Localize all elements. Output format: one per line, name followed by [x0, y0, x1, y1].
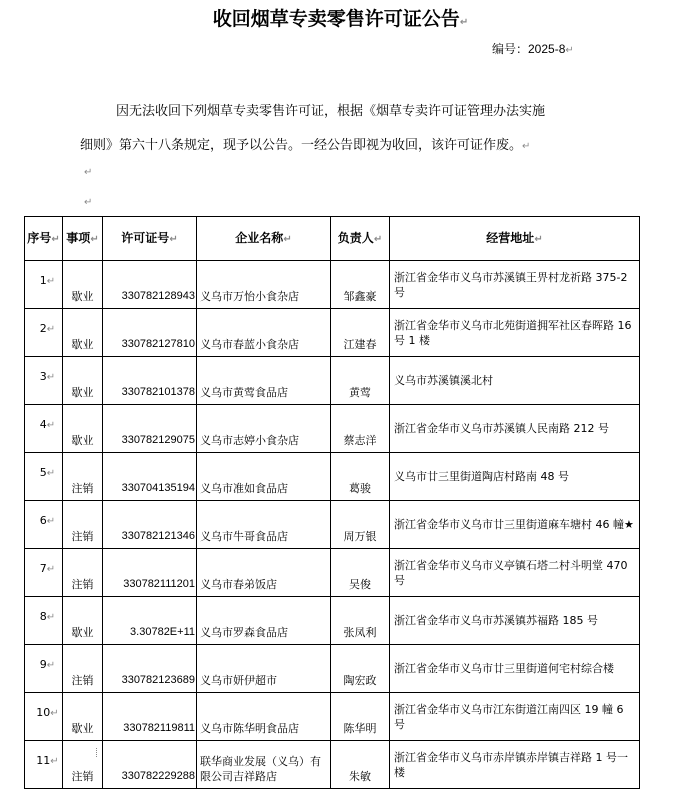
row-company-name: 义乌市罗森食品店: [197, 597, 331, 645]
row-action: 注销: [63, 645, 103, 693]
row-company-name: 义乌市万怡小食杂店: [197, 261, 331, 309]
row-address: 浙江省金华市义乌市江东街道江南四区 19 幢 6 号: [390, 693, 640, 741]
row-owner: 吴俊: [331, 549, 390, 597]
row-index: 3↵: [25, 357, 63, 405]
row-address: 浙江省金华市义乌市廿三里街道何宅村综合楼: [390, 645, 640, 693]
row-company-name: 联华商业发展（义乌）有限公司吉祥路店: [197, 741, 331, 789]
row-company-name: 义乌市春弟饭店: [197, 549, 331, 597]
row-index: 7↵: [25, 549, 63, 597]
row-company-name: 义乌市春蓝小食杂店: [197, 309, 331, 357]
row-owner: 陶宏政: [331, 645, 390, 693]
table-header-row: [25, 217, 640, 261]
row-action: 歇业: [63, 309, 103, 357]
row-license-number: 330782128943: [103, 261, 197, 309]
row-license-number: 330704135194: [103, 453, 197, 501]
row-action: 注销: [63, 549, 103, 597]
row-company-name: 义乌市黄莺食品店: [197, 357, 331, 405]
header-company-name: 企业名称↵: [197, 217, 331, 261]
header-address: 经营地址↵: [390, 217, 640, 261]
row-address: 浙江省金华市义乌市廿三里街道麻车塘村 46 幢★: [390, 501, 640, 549]
table-row: [25, 645, 640, 693]
table-row: [25, 549, 640, 597]
header-index: 序号↵: [25, 217, 63, 261]
row-address: 浙江省金华市义乌市赤岸镇赤岸镇吉祥路 1 号一楼: [390, 741, 640, 789]
row-license-number: 330782123689: [103, 645, 197, 693]
row-owner: 朱敏: [331, 741, 390, 789]
header-action: 事项↵: [63, 217, 103, 261]
row-index: 1↵: [25, 261, 63, 309]
row-license-number: 3.30782E+11: [103, 597, 197, 645]
row-action: 歇业: [63, 597, 103, 645]
row-action: 歇业: [63, 261, 103, 309]
table-row: [25, 597, 640, 645]
row-address: 浙江省金华市义乌市义亭镇石塔二村斗明堂 470 号: [390, 549, 640, 597]
row-address: 浙江省金华市义乌市苏溪镇苏福路 185 号: [390, 597, 640, 645]
row-index: 2↵: [25, 309, 63, 357]
row-company-name: 义乌市妍伊超市: [197, 645, 331, 693]
row-company-name: 义乌市陈华明食品店: [197, 693, 331, 741]
row-license-number: 330782129075: [103, 405, 197, 453]
row-index: 10↵: [25, 693, 63, 741]
row-index: 9↵: [25, 645, 63, 693]
section-break-mark: [96, 748, 99, 757]
notice-title: 收回烟草专卖零售许可证公告↵: [212, 8, 469, 30]
header-owner: 负责人↵: [331, 217, 390, 261]
row-address: 义乌市廿三里街道陶店村路南 48 号: [390, 453, 640, 501]
blank-paragraph-mark: ↵: [84, 167, 93, 178]
header-license-number: 许可证号↵: [103, 217, 197, 261]
row-owner: 黄莺: [331, 357, 390, 405]
row-company-name: 义乌市志婷小食杂店: [197, 405, 331, 453]
row-license-number: 330782121346: [103, 501, 197, 549]
row-action: 歇业: [63, 405, 103, 453]
row-company-name: 义乌市准如食品店: [197, 453, 331, 501]
row-action: 注销: [63, 453, 103, 501]
row-action: 歇业: [63, 357, 103, 405]
table-row: [25, 357, 640, 405]
blank-paragraph-mark: ↵: [84, 197, 93, 208]
row-license-number: 330782111201: [103, 549, 197, 597]
row-company-name: 义乌市牛哥食品店: [197, 501, 331, 549]
revoked-permits-table: [24, 216, 640, 789]
table-row: [25, 453, 640, 501]
row-owner: 张凤利: [331, 597, 390, 645]
row-action: 歇业: [63, 693, 103, 741]
table-row: [25, 501, 640, 549]
notice-paragraph-line-1: 因无法收回下列烟草专卖零售许可证，根据《烟草专卖许可证管理办法实施: [116, 104, 546, 119]
row-index: 4↵: [25, 405, 63, 453]
row-owner: 邹鑫豪: [331, 261, 390, 309]
row-license-number: 330782127810: [103, 309, 197, 357]
row-address: 义乌市苏溪镇溪北村: [390, 357, 640, 405]
row-index: 8↵: [25, 597, 63, 645]
row-address: 浙江省金华市义乌市苏溪镇人民南路 212 号: [390, 405, 640, 453]
row-license-number: 330782101378: [103, 357, 197, 405]
table-row: [25, 405, 640, 453]
row-owner: 江建春: [331, 309, 390, 357]
document-number: 编号：2025-8↵: [492, 42, 574, 56]
notice-paragraph-line-2: 细则》第六十八条规定，现予以公告。一经公告即视为收回，该许可证作废。↵: [80, 138, 531, 153]
row-license-number: 330782119811: [103, 693, 197, 741]
row-action: 注销: [63, 501, 103, 549]
table-row: [25, 741, 640, 789]
table-row: [25, 309, 640, 357]
row-address: 浙江省金华市义乌市苏溪镇王畀村龙祈路 375-2 号: [390, 261, 640, 309]
row-owner: 陈华明: [331, 693, 390, 741]
row-action: 注销: [63, 741, 103, 789]
row-index: 11↵: [25, 741, 63, 789]
row-index: 5↵: [25, 453, 63, 501]
row-index: 6↵: [25, 501, 63, 549]
row-owner: 蔡志洋: [331, 405, 390, 453]
row-owner: 周万银: [331, 501, 390, 549]
row-owner: 葛骏: [331, 453, 390, 501]
table-row: [25, 693, 640, 741]
row-license-number: 330782229288: [103, 741, 197, 789]
row-address: 浙江省金华市义乌市北苑街道拥军社区春晖路 16 号 1 楼: [390, 309, 640, 357]
table-row: [25, 261, 640, 309]
